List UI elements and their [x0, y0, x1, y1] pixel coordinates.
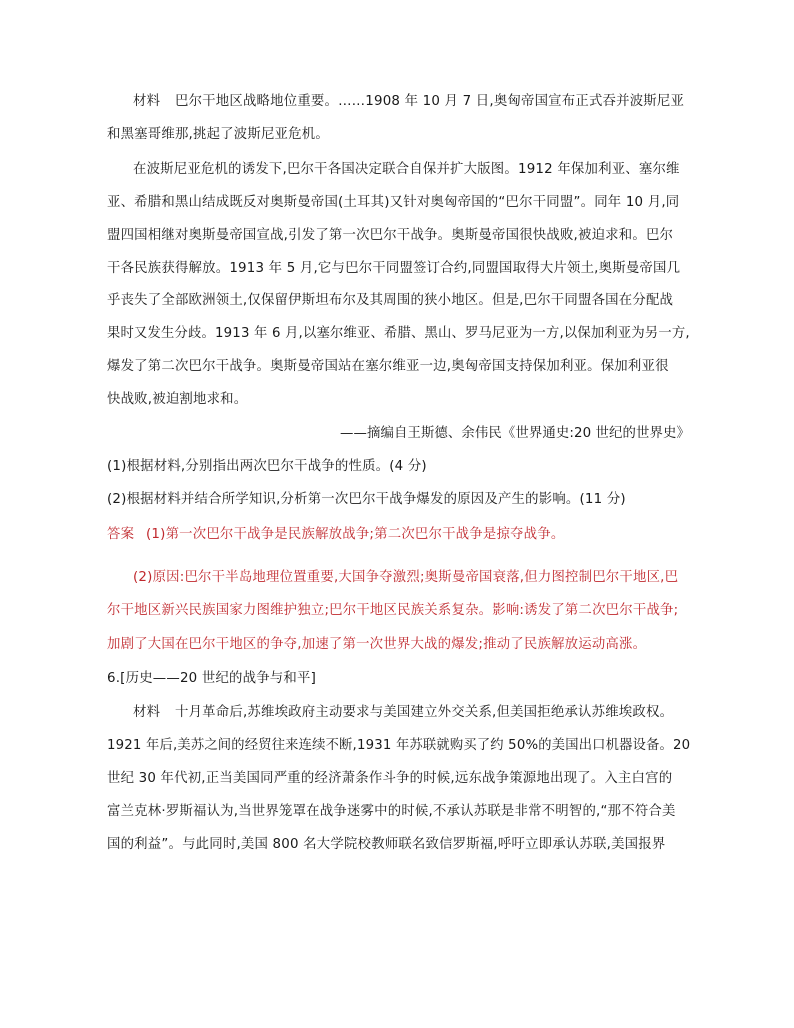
paragraph-line: 盟四国相继对奥斯曼帝国宣战,引发了第一次巴尔干战争。奥斯曼帝国很快战败,被迫求和。巴尔 [107, 228, 674, 243]
section6-line: 十月革命后,苏维埃政府主动要求与美国建立外交关系,但美国拒绝承认苏维埃政权。 [175, 705, 674, 720]
question-2: (2)根据材料并结合所学知识,分析第一次巴尔干战争爆发的原因及产生的影响。(11 分) [107, 492, 626, 507]
section6-line: 世纪 30 年代初,正当美国同严重的经济萧条作斗争的时候,远东战争策源地出现了。入主白宫的 [107, 771, 673, 786]
paragraph-line: 爆发了第二次巴尔干战争。奥斯曼帝国站在塞尔维亚一边,奥匈帝国支持保加利亚。保加利亚很 [107, 359, 669, 374]
paragraph-line: 亚、希腊和黑山结成既反对奥斯曼帝国(土耳其)又针对奥匈帝国的“巴尔干同盟”。同年 10 月,同 [107, 195, 680, 210]
question-1: (1)根据材料,分别指出两次巴尔干战争的性质。(4 分) [107, 459, 427, 474]
material1-line-1: 巴尔干地区战略地位重要。……1908 年 10 月 7 日,奥匈帝国宣布正式吞并波斯尼亚 [175, 94, 685, 109]
answer-part-2-line: 加剧了大国在巴尔干地区的争夺,加速了第一次世界大战的爆发;推动了民族解放运动高涨。 [107, 637, 647, 652]
paragraph-line: 干各民族获得解放。1913 年 5 月,它与巴尔干同盟签订合约,同盟国取得大片领土,奥斯曼帝国几 [107, 261, 681, 276]
material-label: 材料 [133, 94, 161, 109]
paragraph-line: 快战败,被迫割地求和。 [107, 392, 248, 407]
answer-label: 答案 [107, 527, 135, 542]
paragraph-line: 乎丧失了全部欧洲领土,仅保留伊斯坦布尔及其周围的狭小地区。但是,巴尔干同盟各国在分配战 [107, 293, 674, 308]
answer-part-2-line: 尔干地区新兴民族国家力图维护独立;巴尔干地区民族关系复杂。影响:诱发了第二次巴尔干战争; [107, 603, 679, 618]
answer-part-2-line: (2)原因:巴尔干半岛地理位置重要,大国争夺激烈;奥斯曼帝国衰落,但力图控制巴尔干地区,巴 [133, 570, 679, 585]
section-heading: 6.[历史——20 世纪的战争与和平] [107, 671, 317, 686]
paragraph-line: 在波斯尼亚危机的诱发下,巴尔干各国决定联合自保并扩大版图。1912 年保加利亚、塞尔维 [133, 162, 680, 177]
section6-line: 富兰克林·罗斯福认为,当世界笼罩在战争迷雾中的时候,不承认苏联是非常不明智的,“那不符合美 [107, 804, 676, 819]
answer-part-1: (1)第一次巴尔干战争是民族解放战争;第二次巴尔干战争是掠夺战争。 [146, 527, 565, 542]
section6-line: 国的利益”。与此同时,美国 800 名大学院校教师联名致信罗斯福,呼吁立即承认苏联,美国报界 [107, 837, 666, 852]
section6-line: 1921 年后,美苏之间的经贸往来连续不断,1931 年苏联就购买了约 50%的美国出口机器设备。20 [107, 738, 691, 753]
paragraph-line: 果时又发生分歧。1913 年 6 月,以塞尔维亚、希腊、黑山、罗马尼亚为一方,以保加利亚为另一方, [107, 326, 690, 341]
material-label: 材料 [133, 705, 161, 720]
material1-line-2: 和黑塞哥维那,挑起了波斯尼亚危机。 [107, 127, 329, 142]
source-citation: ——摘编自王斯德、余伟民《世界通史:20 世纪的世界史》 [340, 426, 690, 441]
